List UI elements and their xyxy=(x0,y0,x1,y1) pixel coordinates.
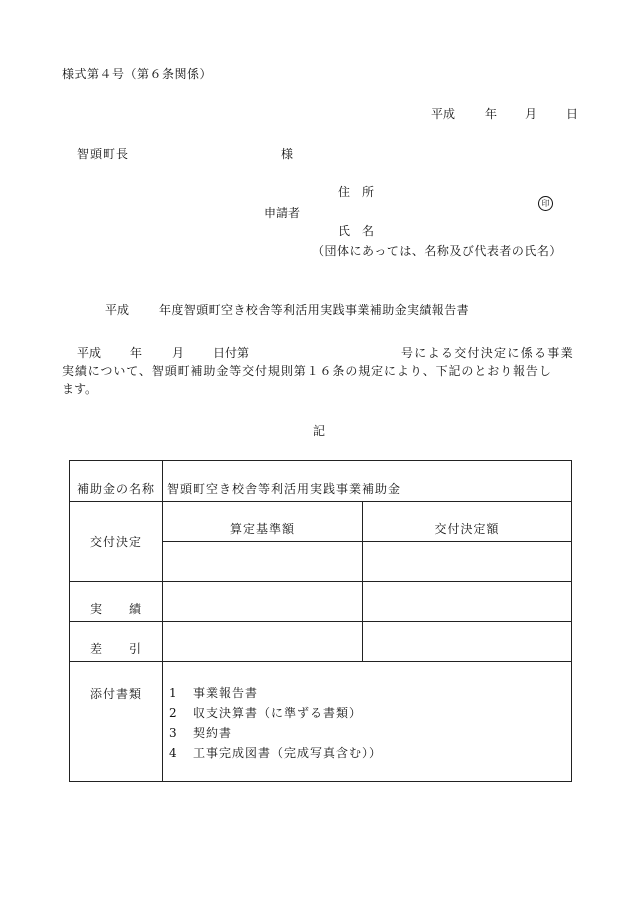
attachment-num: 2 xyxy=(169,706,178,720)
attachment-num: 4 xyxy=(169,746,178,760)
jisseki-santei-cell[interactable] xyxy=(163,582,363,622)
subsidy-name-label: 補助金の名称 xyxy=(70,461,163,502)
row-label-sabiki: 差 引 xyxy=(70,622,163,662)
row-label-kofu-kettei: 交付決定 xyxy=(70,502,163,582)
body-line3: ます。 xyxy=(62,382,98,396)
body-era: 平成 xyxy=(77,346,102,360)
attachment-num: 1 xyxy=(169,686,178,700)
attachment-text: 収支決算書（に準ずる書類） xyxy=(193,706,363,720)
attachments-list xyxy=(169,683,571,763)
body-line2: 実績について、智頭町補助金等交付規則第１６条の規定により、下記のとおり報告し xyxy=(62,364,552,378)
kofu-santei-cell[interactable] xyxy=(163,542,363,582)
attachment-text: 事業報告書 xyxy=(193,686,259,700)
attachments-cell xyxy=(163,662,572,782)
form-number: 様式第４号（第６条関係） xyxy=(62,67,213,81)
col-header-santei: 算定基準額 xyxy=(163,502,363,542)
attachment-item xyxy=(169,683,571,703)
ki-mark: 記 xyxy=(313,424,326,438)
attachment-num: 3 xyxy=(169,726,178,740)
addressee-honorific: 様 xyxy=(281,147,294,161)
date-day: 日 xyxy=(566,107,579,121)
attachments-label: 添付書類 xyxy=(70,662,163,782)
report-table xyxy=(69,460,572,782)
title-era: 平成 xyxy=(105,303,130,317)
attachment-item xyxy=(169,703,571,723)
attachment-item xyxy=(169,743,571,763)
body-line1-tail: 号による交付決定に係る事業 xyxy=(401,346,574,360)
kofu-kettei-cell[interactable] xyxy=(363,542,572,582)
attachment-text: 契約書 xyxy=(193,726,233,740)
date-year: 年 xyxy=(485,107,498,121)
applicant-note: （団体にあっては、名称及び代表者の氏名） xyxy=(312,244,562,258)
date-era: 平成 xyxy=(431,107,456,121)
body-date-suffix: 日付第 xyxy=(213,346,250,360)
subsidy-name-value: 智頭町空き校舎等利活用実践事業補助金 xyxy=(163,461,572,502)
jisseki-kofu-cell[interactable] xyxy=(363,582,572,622)
sabiki-kofu-cell[interactable] xyxy=(363,622,572,662)
applicant-label: 申請者 xyxy=(264,206,301,220)
address-label: 住 所 xyxy=(338,185,375,199)
date-month: 月 xyxy=(525,107,538,121)
body-month: 月 xyxy=(172,346,185,360)
addressee-name: 智頭町長 xyxy=(77,147,130,161)
body-year: 年 xyxy=(130,346,143,360)
seal-mark: 印 xyxy=(538,196,553,211)
report-title: 年度智頭町空き校舎等利活用実践事業補助金実績報告書 xyxy=(159,303,470,317)
sabiki-santei-cell[interactable] xyxy=(163,622,363,662)
row-label-jisseki: 実 績 xyxy=(70,582,163,622)
col-header-kofu: 交付決定額 xyxy=(363,502,572,542)
attachment-item xyxy=(169,723,571,743)
attachment-text: 工事完成図書（完成写真含む）） xyxy=(193,746,383,760)
name-label: 氏 名 xyxy=(338,224,375,238)
